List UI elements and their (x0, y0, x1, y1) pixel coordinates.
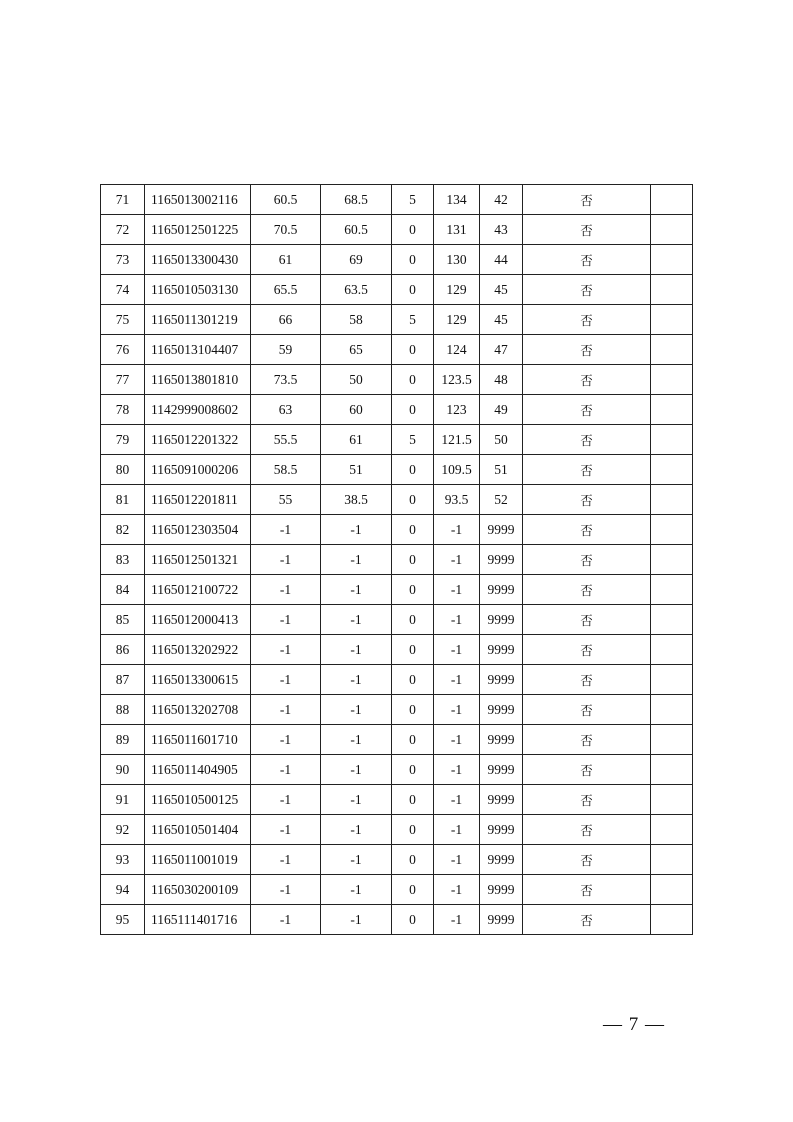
status-cell: 否 (523, 185, 651, 215)
bonus-cell: 0 (392, 635, 434, 665)
note-cell (651, 845, 693, 875)
bonus-cell: 0 (392, 455, 434, 485)
status-cell: 否 (523, 575, 651, 605)
score-1-cell: -1 (251, 605, 321, 635)
row-number-cell: 74 (101, 275, 145, 305)
score-1-cell: 59 (251, 335, 321, 365)
score-2-cell: 63.5 (321, 275, 392, 305)
score-2-cell: -1 (321, 575, 392, 605)
candidate-id-cell: 1165011404905 (145, 755, 251, 785)
note-cell (651, 455, 693, 485)
note-cell (651, 485, 693, 515)
score-2-cell: -1 (321, 905, 392, 935)
candidate-id-cell: 1165012100722 (145, 575, 251, 605)
bonus-cell: 0 (392, 755, 434, 785)
table-row (101, 485, 693, 515)
total-score-cell: 93.5 (434, 485, 480, 515)
table-row (101, 335, 693, 365)
score-1-cell: 55 (251, 485, 321, 515)
total-score-cell: -1 (434, 635, 480, 665)
status-cell: 否 (523, 245, 651, 275)
total-score-cell: -1 (434, 815, 480, 845)
row-number-cell: 91 (101, 785, 145, 815)
score-1-cell: -1 (251, 815, 321, 845)
candidate-id-cell: 1165030200109 (145, 875, 251, 905)
total-score-cell: -1 (434, 785, 480, 815)
total-score-cell: -1 (434, 695, 480, 725)
rank-cell: 52 (480, 485, 523, 515)
rank-cell: 42 (480, 185, 523, 215)
note-cell (651, 365, 693, 395)
row-number-cell: 78 (101, 395, 145, 425)
bonus-cell: 0 (392, 665, 434, 695)
row-number-cell: 92 (101, 815, 145, 845)
row-number-cell: 81 (101, 485, 145, 515)
table-row (101, 725, 693, 755)
score-2-cell: 68.5 (321, 185, 392, 215)
row-number-cell: 83 (101, 545, 145, 575)
table-row (101, 215, 693, 245)
bonus-cell: 0 (392, 785, 434, 815)
score-1-cell: 58.5 (251, 455, 321, 485)
total-score-cell: 121.5 (434, 425, 480, 455)
candidate-id-cell: 1165011001019 (145, 845, 251, 875)
status-cell: 否 (523, 665, 651, 695)
status-cell: 否 (523, 905, 651, 935)
table-row (101, 245, 693, 275)
candidate-id-cell: 1165013801810 (145, 365, 251, 395)
candidate-id-cell: 1165013300615 (145, 665, 251, 695)
table-row (101, 755, 693, 785)
table-row (101, 365, 693, 395)
candidate-id-cell: 1165012501225 (145, 215, 251, 245)
candidate-id-cell: 1165013002116 (145, 185, 251, 215)
score-1-cell: 55.5 (251, 425, 321, 455)
total-score-cell: -1 (434, 845, 480, 875)
candidate-id-cell: 1165012000413 (145, 605, 251, 635)
results-table (100, 184, 693, 935)
candidate-id-cell: 1165012201322 (145, 425, 251, 455)
bonus-cell: 0 (392, 845, 434, 875)
bonus-cell: 0 (392, 575, 434, 605)
row-number-cell: 89 (101, 725, 145, 755)
note-cell (651, 305, 693, 335)
score-2-cell: -1 (321, 815, 392, 845)
candidate-id-cell: 1165013104407 (145, 335, 251, 365)
score-1-cell: -1 (251, 695, 321, 725)
table-row (101, 515, 693, 545)
status-cell: 否 (523, 545, 651, 575)
row-number-cell: 87 (101, 665, 145, 695)
candidate-id-cell: 1165091000206 (145, 455, 251, 485)
status-cell: 否 (523, 305, 651, 335)
candidate-id-cell: 1165013300430 (145, 245, 251, 275)
table-row (101, 815, 693, 845)
table-row (101, 905, 693, 935)
table-row (101, 785, 693, 815)
page-number: — 7 — (603, 1014, 665, 1035)
score-2-cell: -1 (321, 845, 392, 875)
note-cell (651, 785, 693, 815)
status-cell: 否 (523, 335, 651, 365)
status-cell: 否 (523, 485, 651, 515)
score-2-cell: -1 (321, 665, 392, 695)
bonus-cell: 5 (392, 305, 434, 335)
bonus-cell: 5 (392, 185, 434, 215)
score-2-cell: -1 (321, 725, 392, 755)
rank-cell: 9999 (480, 845, 523, 875)
note-cell (651, 335, 693, 365)
bonus-cell: 0 (392, 485, 434, 515)
table-row (101, 665, 693, 695)
candidate-id-cell: 1165010500125 (145, 785, 251, 815)
score-2-cell: 51 (321, 455, 392, 485)
score-1-cell: -1 (251, 575, 321, 605)
score-2-cell: 61 (321, 425, 392, 455)
row-number-cell: 88 (101, 695, 145, 725)
note-cell (651, 605, 693, 635)
rank-cell: 9999 (480, 545, 523, 575)
bonus-cell: 0 (392, 395, 434, 425)
status-cell: 否 (523, 815, 651, 845)
score-1-cell: -1 (251, 755, 321, 785)
row-number-cell: 72 (101, 215, 145, 245)
table-row (101, 455, 693, 485)
total-score-cell: 123 (434, 395, 480, 425)
score-1-cell: 70.5 (251, 215, 321, 245)
total-score-cell: -1 (434, 725, 480, 755)
candidate-id-cell: 1165111401716 (145, 905, 251, 935)
status-cell: 否 (523, 695, 651, 725)
note-cell (651, 905, 693, 935)
candidate-id-cell: 1165010503130 (145, 275, 251, 305)
row-number-cell: 94 (101, 875, 145, 905)
note-cell (651, 245, 693, 275)
rank-cell: 9999 (480, 515, 523, 545)
score-2-cell: -1 (321, 695, 392, 725)
table-row (101, 545, 693, 575)
bonus-cell: 0 (392, 815, 434, 845)
score-1-cell: -1 (251, 635, 321, 665)
bonus-cell: 0 (392, 875, 434, 905)
status-cell: 否 (523, 425, 651, 455)
score-1-cell: 73.5 (251, 365, 321, 395)
note-cell (651, 875, 693, 905)
table-row (101, 695, 693, 725)
status-cell: 否 (523, 725, 651, 755)
status-cell: 否 (523, 515, 651, 545)
row-number-cell: 71 (101, 185, 145, 215)
note-cell (651, 665, 693, 695)
table-row (101, 185, 693, 215)
score-2-cell: 69 (321, 245, 392, 275)
status-cell: 否 (523, 755, 651, 785)
table-row (101, 395, 693, 425)
candidate-id-cell: 1165013202708 (145, 695, 251, 725)
score-1-cell: -1 (251, 905, 321, 935)
bonus-cell: 0 (392, 275, 434, 305)
note-cell (651, 215, 693, 245)
score-2-cell: -1 (321, 875, 392, 905)
rank-cell: 9999 (480, 695, 523, 725)
total-score-cell: 129 (434, 275, 480, 305)
total-score-cell: -1 (434, 755, 480, 785)
score-2-cell: 65 (321, 335, 392, 365)
status-cell: 否 (523, 455, 651, 485)
row-number-cell: 76 (101, 335, 145, 365)
total-score-cell: -1 (434, 575, 480, 605)
status-cell: 否 (523, 605, 651, 635)
table-body (101, 185, 693, 935)
status-cell: 否 (523, 275, 651, 305)
candidate-id-cell: 1165010501404 (145, 815, 251, 845)
rank-cell: 47 (480, 335, 523, 365)
row-number-cell: 84 (101, 575, 145, 605)
table-row (101, 575, 693, 605)
bonus-cell: 0 (392, 695, 434, 725)
score-1-cell: 63 (251, 395, 321, 425)
rank-cell: 49 (480, 395, 523, 425)
table-row (101, 635, 693, 665)
rank-cell: 9999 (480, 815, 523, 845)
bonus-cell: 0 (392, 335, 434, 365)
status-cell: 否 (523, 215, 651, 245)
bonus-cell: 5 (392, 425, 434, 455)
note-cell (651, 515, 693, 545)
note-cell (651, 425, 693, 455)
rank-cell: 9999 (480, 575, 523, 605)
score-1-cell: -1 (251, 785, 321, 815)
row-number-cell: 80 (101, 455, 145, 485)
note-cell (651, 695, 693, 725)
score-2-cell: -1 (321, 755, 392, 785)
status-cell: 否 (523, 845, 651, 875)
rank-cell: 9999 (480, 725, 523, 755)
rank-cell: 48 (480, 365, 523, 395)
rank-cell: 9999 (480, 665, 523, 695)
score-1-cell: 66 (251, 305, 321, 335)
row-number-cell: 85 (101, 605, 145, 635)
score-1-cell: -1 (251, 665, 321, 695)
row-number-cell: 95 (101, 905, 145, 935)
bonus-cell: 0 (392, 245, 434, 275)
score-2-cell: -1 (321, 605, 392, 635)
note-cell (651, 755, 693, 785)
table-row (101, 275, 693, 305)
total-score-cell: -1 (434, 545, 480, 575)
total-score-cell: -1 (434, 905, 480, 935)
table-row (101, 605, 693, 635)
table-row (101, 425, 693, 455)
total-score-cell: 124 (434, 335, 480, 365)
candidate-id-cell: 1165012201811 (145, 485, 251, 515)
note-cell (651, 635, 693, 665)
status-cell: 否 (523, 365, 651, 395)
note-cell (651, 725, 693, 755)
rank-cell: 45 (480, 275, 523, 305)
rank-cell: 9999 (480, 875, 523, 905)
candidate-id-cell: 1165012501321 (145, 545, 251, 575)
score-1-cell: -1 (251, 515, 321, 545)
total-score-cell: 131 (434, 215, 480, 245)
table-row (101, 305, 693, 335)
status-cell: 否 (523, 395, 651, 425)
candidate-id-cell: 1165011301219 (145, 305, 251, 335)
total-score-cell: -1 (434, 665, 480, 695)
score-1-cell: 61 (251, 245, 321, 275)
total-score-cell: 130 (434, 245, 480, 275)
score-2-cell: -1 (321, 515, 392, 545)
score-2-cell: 38.5 (321, 485, 392, 515)
total-score-cell: -1 (434, 875, 480, 905)
rank-cell: 51 (480, 455, 523, 485)
score-2-cell: 58 (321, 305, 392, 335)
rank-cell: 9999 (480, 635, 523, 665)
bonus-cell: 0 (392, 725, 434, 755)
rank-cell: 43 (480, 215, 523, 245)
total-score-cell: -1 (434, 515, 480, 545)
score-1-cell: -1 (251, 725, 321, 755)
bonus-cell: 0 (392, 515, 434, 545)
rank-cell: 45 (480, 305, 523, 335)
score-2-cell: -1 (321, 545, 392, 575)
score-1-cell: -1 (251, 875, 321, 905)
row-number-cell: 90 (101, 755, 145, 785)
row-number-cell: 73 (101, 245, 145, 275)
score-2-cell: -1 (321, 635, 392, 665)
total-score-cell: -1 (434, 605, 480, 635)
candidate-id-cell: 1165011601710 (145, 725, 251, 755)
note-cell (651, 575, 693, 605)
row-number-cell: 75 (101, 305, 145, 335)
note-cell (651, 185, 693, 215)
row-number-cell: 79 (101, 425, 145, 455)
bonus-cell: 0 (392, 605, 434, 635)
rank-cell: 50 (480, 425, 523, 455)
candidate-id-cell: 1165012303504 (145, 515, 251, 545)
rank-cell: 9999 (480, 785, 523, 815)
total-score-cell: 129 (434, 305, 480, 335)
note-cell (651, 545, 693, 575)
bonus-cell: 0 (392, 215, 434, 245)
score-2-cell: 50 (321, 365, 392, 395)
rank-cell: 9999 (480, 905, 523, 935)
score-1-cell: -1 (251, 845, 321, 875)
rank-cell: 9999 (480, 605, 523, 635)
row-number-cell: 77 (101, 365, 145, 395)
note-cell (651, 275, 693, 305)
note-cell (651, 395, 693, 425)
status-cell: 否 (523, 875, 651, 905)
score-1-cell: 60.5 (251, 185, 321, 215)
note-cell (651, 815, 693, 845)
score-2-cell: -1 (321, 785, 392, 815)
candidate-id-cell: 1142999008602 (145, 395, 251, 425)
row-number-cell: 86 (101, 635, 145, 665)
total-score-cell: 134 (434, 185, 480, 215)
score-1-cell: 65.5 (251, 275, 321, 305)
bonus-cell: 0 (392, 905, 434, 935)
score-2-cell: 60 (321, 395, 392, 425)
score-2-cell: 60.5 (321, 215, 392, 245)
row-number-cell: 93 (101, 845, 145, 875)
total-score-cell: 109.5 (434, 455, 480, 485)
status-cell: 否 (523, 635, 651, 665)
score-1-cell: -1 (251, 545, 321, 575)
row-number-cell: 82 (101, 515, 145, 545)
table-row (101, 875, 693, 905)
candidate-id-cell: 1165013202922 (145, 635, 251, 665)
bonus-cell: 0 (392, 545, 434, 575)
total-score-cell: 123.5 (434, 365, 480, 395)
rank-cell: 44 (480, 245, 523, 275)
table-row (101, 845, 693, 875)
bonus-cell: 0 (392, 365, 434, 395)
rank-cell: 9999 (480, 755, 523, 785)
status-cell: 否 (523, 785, 651, 815)
